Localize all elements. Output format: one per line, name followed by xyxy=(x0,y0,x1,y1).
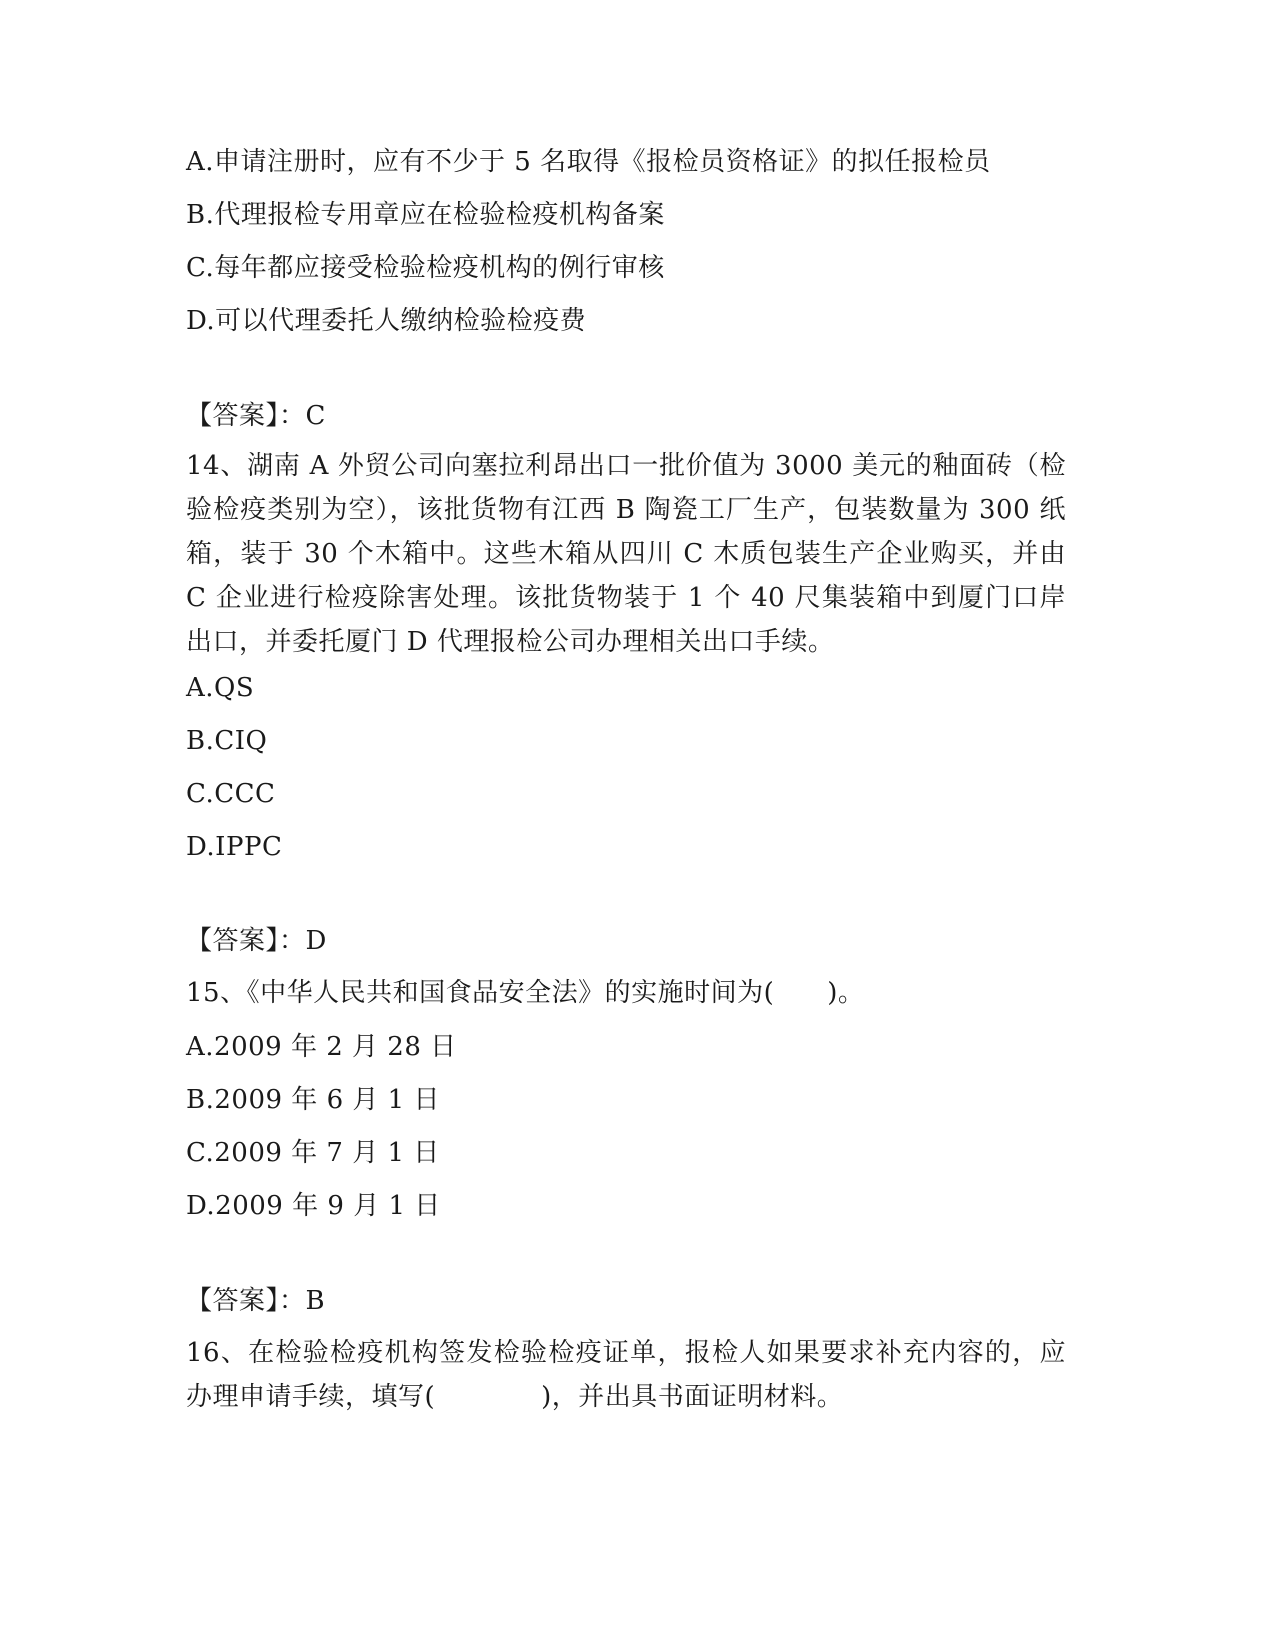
q15-answer: 【答案】：B xyxy=(186,1286,326,1316)
q14-answer: 【答案】：D xyxy=(186,926,327,956)
q13-option-d: D.可以代理委托人缴纳检验检疫费 xyxy=(186,306,587,336)
q14-option-c: C.CCC xyxy=(186,779,276,809)
q13-option-b: B.代理报检专用章应在检验检疫机构备案 xyxy=(186,200,665,230)
q15-option-d: D.2009 年 9 月 1 日 xyxy=(186,1191,441,1221)
q13-option-a: A.申请注册时，应有不少于 5 名取得《报检员资格证》的拟任报检员 xyxy=(186,147,991,177)
q14-option-a: A.QS xyxy=(186,673,255,703)
q14-stem: 14、湖南 A 外贸公司向塞拉利昂出口一批价值为 3000 美元的釉面砖（检验检疫类别为空），该批货物有江西 B 陶瓷工厂生产，包装数量为 300 纸箱，装于 30 个木箱中。这些木箱从四川 C 木质包装生产企业购买，并由 C 企业进行检疫除害处理。该批货物装于 1 个 40 尺集装箱中到厦门口岸出口，并委托厦门 D 代理报检公司办理相关出口手续。 xyxy=(186,451,1066,657)
q14-option-b: B.CIQ xyxy=(186,726,268,756)
q13-answer: 【答案】：C xyxy=(186,401,326,431)
q15-stem: 15、《中华人民共和国食品安全法》的实施时间为( )。 xyxy=(186,978,865,1008)
q16-stem: 16、在检验检疫机构签发检验检疫证单，报检人如果要求补充内容的，应办理申请手续，填写( )，并出具书面证明材料。 xyxy=(186,1338,1066,1412)
q15-option-a: A.2009 年 2 月 28 日 xyxy=(186,1032,457,1062)
q15-option-c: C.2009 年 7 月 1 日 xyxy=(186,1138,440,1168)
q14-option-d: D.IPPC xyxy=(186,832,283,862)
q13-option-c: C.每年都应接受检验检疫机构的例行审核 xyxy=(186,253,665,283)
q15-option-b: B.2009 年 6 月 1 日 xyxy=(186,1085,440,1115)
